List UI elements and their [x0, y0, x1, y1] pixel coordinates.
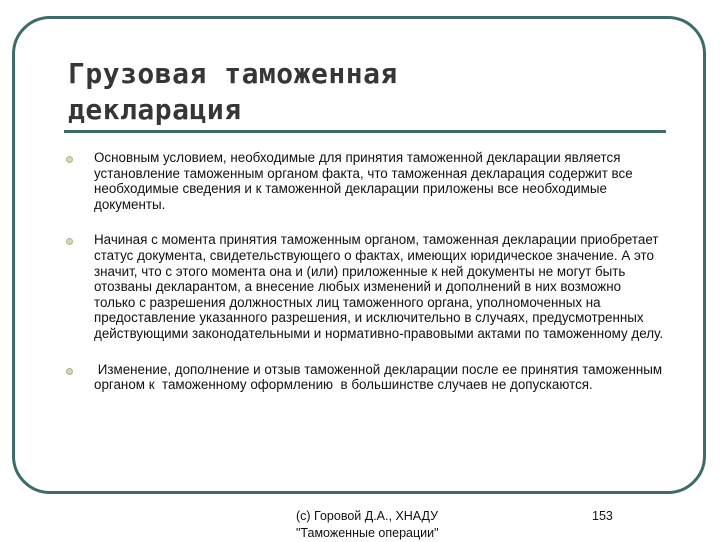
slide-title: [68, 56, 398, 128]
bullet-dot-icon: [66, 156, 73, 163]
bullet-item: [66, 150, 666, 212]
title-divider: [64, 130, 666, 133]
bullet-dot-icon: [66, 238, 73, 245]
slide-title-line-1: Грузовая таможенная: [68, 57, 398, 90]
bullet-dot-icon: [66, 368, 73, 375]
bullet-text: Изменение, дополнение и отзыв таможенной декларации после ее принятия таможенным органом к таможенному оформлению в большинстве случаев не допускаются.: [94, 361, 666, 393]
bullet-text: Начиная с момента принятия таможенным органом, таможенная декларации приобретает статус документа, свидетельствующего о фактах, имеющих юридическое значение. А это значит, что с этого момента она и (или) приложенные к ней документы не могут быть отозваны декларантом, а внесение любых изменений и дополнений в них возможно только с разрешения должностных лиц таможенного органа, уполномоченных на предоставление указанного разрешения, и исключительно в случаях, предусмотренных действующими законодательными и нормативно-правовыми актами по таможенному делу.: [94, 232, 664, 341]
footer-author: [296, 508, 439, 542]
bullet-list: [66, 150, 666, 393]
bullet-text: Основным условием, необходимые для принятия таможенной декларации является установление таможенным органом факта, что таможенная декларация содержит все необходимые сведения и к таможенной декларации приложены все необходимые документы.: [94, 150, 633, 212]
footer-author-line-2: "Таможенные операции": [296, 526, 439, 540]
bullet-item: [66, 232, 666, 341]
slide-title-line-2: декларация: [68, 93, 242, 126]
bullet-item: [66, 362, 666, 393]
page-number: 153: [592, 509, 613, 523]
footer-author-line-1: (c) Горовой Д.А., ХНАДУ: [296, 509, 439, 523]
